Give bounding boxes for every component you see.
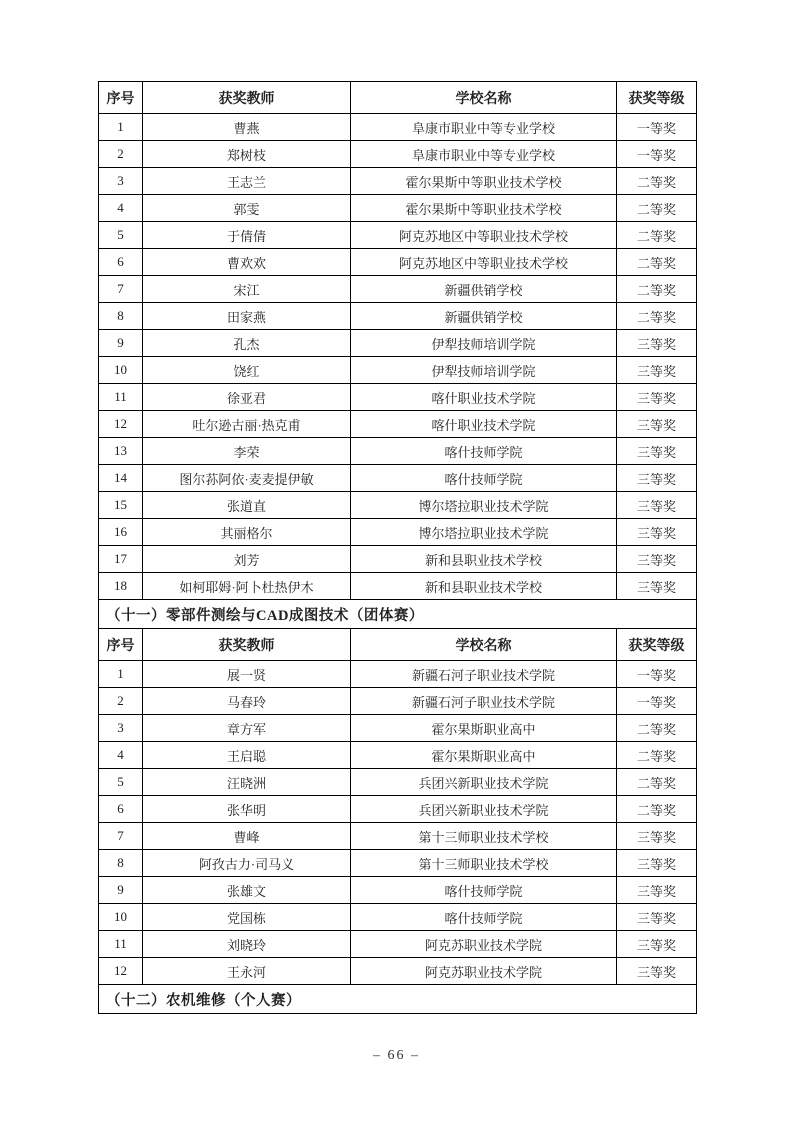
cell-award: 一等奖 <box>617 661 697 688</box>
cell-teacher: 章方军 <box>143 715 351 742</box>
cell-seq: 9 <box>99 877 143 904</box>
table-row <box>99 796 697 823</box>
cell-school: 阜康市职业中等专业学校 <box>351 114 617 141</box>
cell-teacher: 王启聪 <box>143 742 351 769</box>
cell-seq: 6 <box>99 249 143 276</box>
cell-teacher: 徐亚君 <box>143 384 351 411</box>
column-header-school: 学校名称 <box>351 629 617 661</box>
cell-school: 新疆供销学校 <box>351 303 617 330</box>
cell-award: 三等奖 <box>617 411 697 438</box>
column-header-teacher: 获奖教师 <box>143 629 351 661</box>
table-row <box>99 438 697 465</box>
section-title-12: （十二）农机维修（个人赛） <box>99 985 697 1014</box>
cell-seq: 12 <box>99 411 143 438</box>
cell-award: 三等奖 <box>617 904 697 931</box>
cell-seq: 9 <box>99 330 143 357</box>
cell-seq: 14 <box>99 465 143 492</box>
cell-school: 新疆石河子职业技术学院 <box>351 688 617 715</box>
cell-teacher: 张雄文 <box>143 877 351 904</box>
cell-seq: 10 <box>99 357 143 384</box>
cell-award: 二等奖 <box>617 276 697 303</box>
cell-school: 新和县职业技术学校 <box>351 573 617 600</box>
table-row <box>99 411 697 438</box>
table-row <box>99 546 697 573</box>
table-row <box>99 384 697 411</box>
cell-award: 三等奖 <box>617 850 697 877</box>
cell-school: 霍尔果斯职业高中 <box>351 742 617 769</box>
page-number: – 66 – <box>373 1048 420 1063</box>
cell-seq: 7 <box>99 823 143 850</box>
cell-school: 兵团兴新职业技术学院 <box>351 769 617 796</box>
table-row <box>99 249 697 276</box>
table-row <box>99 357 697 384</box>
cell-school: 博尔塔拉职业技术学院 <box>351 519 617 546</box>
cell-school: 喀什职业技术学院 <box>351 411 617 438</box>
cell-award: 二等奖 <box>617 168 697 195</box>
cell-teacher: 展一贤 <box>143 661 351 688</box>
cell-school: 喀什职业技术学院 <box>351 384 617 411</box>
cell-seq: 13 <box>99 438 143 465</box>
cell-school: 霍尔果斯职业高中 <box>351 715 617 742</box>
cell-school: 新疆石河子职业技术学院 <box>351 661 617 688</box>
table-row <box>99 465 697 492</box>
cell-school: 博尔塔拉职业技术学院 <box>351 492 617 519</box>
column-header-award: 获奖等级 <box>617 629 697 661</box>
cell-teacher: 孔杰 <box>143 330 351 357</box>
cell-award: 三等奖 <box>617 958 697 985</box>
cell-award: 二等奖 <box>617 715 697 742</box>
cell-school: 第十三师职业技术学校 <box>351 850 617 877</box>
cell-teacher: 阿孜古力·司马义 <box>143 850 351 877</box>
cell-seq: 1 <box>99 661 143 688</box>
cell-seq: 5 <box>99 769 143 796</box>
cell-teacher: 于倩倩 <box>143 222 351 249</box>
cell-seq: 4 <box>99 742 143 769</box>
table-row <box>99 303 697 330</box>
cell-award: 三等奖 <box>617 519 697 546</box>
cell-school: 喀什技师学院 <box>351 438 617 465</box>
cell-award: 三等奖 <box>617 438 697 465</box>
cell-award: 一等奖 <box>617 114 697 141</box>
table-row <box>99 195 697 222</box>
cell-award: 三等奖 <box>617 330 697 357</box>
table-row <box>99 715 697 742</box>
table-row <box>99 276 697 303</box>
cell-teacher: 吐尔逊古丽·热克甫 <box>143 411 351 438</box>
cell-school: 第十三师职业技术学校 <box>351 823 617 850</box>
cell-award: 一等奖 <box>617 688 697 715</box>
section12-group <box>99 985 697 1014</box>
table1-header-group <box>99 82 697 114</box>
table-row <box>99 330 697 357</box>
cell-teacher: 汪晓洲 <box>143 769 351 796</box>
cell-seq: 16 <box>99 519 143 546</box>
cell-teacher: 郑树枝 <box>143 141 351 168</box>
cell-teacher: 李荣 <box>143 438 351 465</box>
cell-seq: 12 <box>99 958 143 985</box>
column-header-seq: 序号 <box>99 629 143 661</box>
table-row <box>99 141 697 168</box>
cell-award: 二等奖 <box>617 769 697 796</box>
cell-award: 三等奖 <box>617 823 697 850</box>
cell-school: 喀什技师学院 <box>351 465 617 492</box>
cell-teacher: 曹峰 <box>143 823 351 850</box>
cell-award: 二等奖 <box>617 796 697 823</box>
cell-seq: 17 <box>99 546 143 573</box>
cell-award: 二等奖 <box>617 195 697 222</box>
table2-header-row <box>99 629 697 661</box>
cell-school: 阿克苏职业技术学院 <box>351 931 617 958</box>
cell-teacher: 张华明 <box>143 796 351 823</box>
table-row <box>99 769 697 796</box>
cell-seq: 10 <box>99 904 143 931</box>
cell-teacher: 如柯耶姆·阿卜杜热伊木 <box>143 573 351 600</box>
table-row <box>99 850 697 877</box>
cell-teacher: 田家燕 <box>143 303 351 330</box>
table1-header-row <box>99 82 697 114</box>
cell-award: 三等奖 <box>617 384 697 411</box>
cell-award: 三等奖 <box>617 573 697 600</box>
table1-body <box>99 114 697 600</box>
table-row <box>99 931 697 958</box>
cell-award: 三等奖 <box>617 546 697 573</box>
section-row-12 <box>99 985 697 1014</box>
cell-teacher: 饶红 <box>143 357 351 384</box>
cell-teacher: 郭雯 <box>143 195 351 222</box>
cell-award: 三等奖 <box>617 357 697 384</box>
cell-seq: 11 <box>99 384 143 411</box>
table-row <box>99 661 697 688</box>
cell-award: 三等奖 <box>617 465 697 492</box>
column-header-seq: 序号 <box>99 82 143 114</box>
cell-school: 伊犁技师培训学院 <box>351 330 617 357</box>
cell-school: 阿克苏地区中等职业技术学校 <box>351 249 617 276</box>
cell-award: 三等奖 <box>617 877 697 904</box>
table2-header-group <box>99 629 697 661</box>
cell-teacher: 其丽格尔 <box>143 519 351 546</box>
cell-seq: 7 <box>99 276 143 303</box>
cell-teacher: 王志兰 <box>143 168 351 195</box>
cell-seq: 3 <box>99 168 143 195</box>
cell-award: 二等奖 <box>617 222 697 249</box>
cell-school: 伊犁技师培训学院 <box>351 357 617 384</box>
table-row <box>99 573 697 600</box>
cell-teacher: 王永河 <box>143 958 351 985</box>
table-row <box>99 742 697 769</box>
table-row <box>99 877 697 904</box>
cell-seq: 2 <box>99 688 143 715</box>
section11-group <box>99 600 697 629</box>
award-results-table <box>98 81 697 1014</box>
cell-award: 二等奖 <box>617 249 697 276</box>
cell-teacher: 刘芳 <box>143 546 351 573</box>
cell-school: 霍尔果斯中等职业技术学校 <box>351 168 617 195</box>
cell-seq: 6 <box>99 796 143 823</box>
column-header-award: 获奖等级 <box>617 82 697 114</box>
cell-seq: 1 <box>99 114 143 141</box>
section-row-11 <box>99 600 697 629</box>
cell-seq: 5 <box>99 222 143 249</box>
cell-seq: 15 <box>99 492 143 519</box>
cell-seq: 18 <box>99 573 143 600</box>
table-row <box>99 958 697 985</box>
cell-school: 阿克苏职业技术学院 <box>351 958 617 985</box>
cell-teacher: 张道直 <box>143 492 351 519</box>
cell-seq: 4 <box>99 195 143 222</box>
column-header-teacher: 获奖教师 <box>143 82 351 114</box>
cell-seq: 11 <box>99 931 143 958</box>
cell-school: 新和县职业技术学校 <box>351 546 617 573</box>
cell-school: 喀什技师学院 <box>351 904 617 931</box>
cell-seq: 2 <box>99 141 143 168</box>
cell-teacher: 刘晓玲 <box>143 931 351 958</box>
table-row <box>99 222 697 249</box>
cell-school: 阿克苏地区中等职业技术学校 <box>351 222 617 249</box>
cell-school: 阜康市职业中等专业学校 <box>351 141 617 168</box>
cell-teacher: 曹燕 <box>143 114 351 141</box>
table-row <box>99 519 697 546</box>
cell-seq: 8 <box>99 303 143 330</box>
table-row <box>99 168 697 195</box>
table2-body <box>99 661 697 985</box>
table-row <box>99 823 697 850</box>
cell-seq: 3 <box>99 715 143 742</box>
cell-teacher: 马春玲 <box>143 688 351 715</box>
cell-school: 新疆供销学校 <box>351 276 617 303</box>
cell-award: 一等奖 <box>617 141 697 168</box>
table-row <box>99 688 697 715</box>
cell-seq: 8 <box>99 850 143 877</box>
cell-teacher: 曹欢欢 <box>143 249 351 276</box>
cell-award: 三等奖 <box>617 492 697 519</box>
cell-award: 二等奖 <box>617 303 697 330</box>
cell-teacher: 宋江 <box>143 276 351 303</box>
table-row <box>99 114 697 141</box>
cell-school: 喀什技师学院 <box>351 877 617 904</box>
column-header-school: 学校名称 <box>351 82 617 114</box>
cell-award: 三等奖 <box>617 931 697 958</box>
table-row <box>99 492 697 519</box>
cell-teacher: 图尔荪阿依·麦麦提伊敏 <box>143 465 351 492</box>
cell-teacher: 党国栋 <box>143 904 351 931</box>
table-row <box>99 904 697 931</box>
cell-award: 二等奖 <box>617 742 697 769</box>
cell-school: 兵团兴新职业技术学院 <box>351 796 617 823</box>
cell-school: 霍尔果斯中等职业技术学校 <box>351 195 617 222</box>
section-title-11: （十一）零部件测绘与CAD成图技术（团体赛） <box>99 600 697 629</box>
